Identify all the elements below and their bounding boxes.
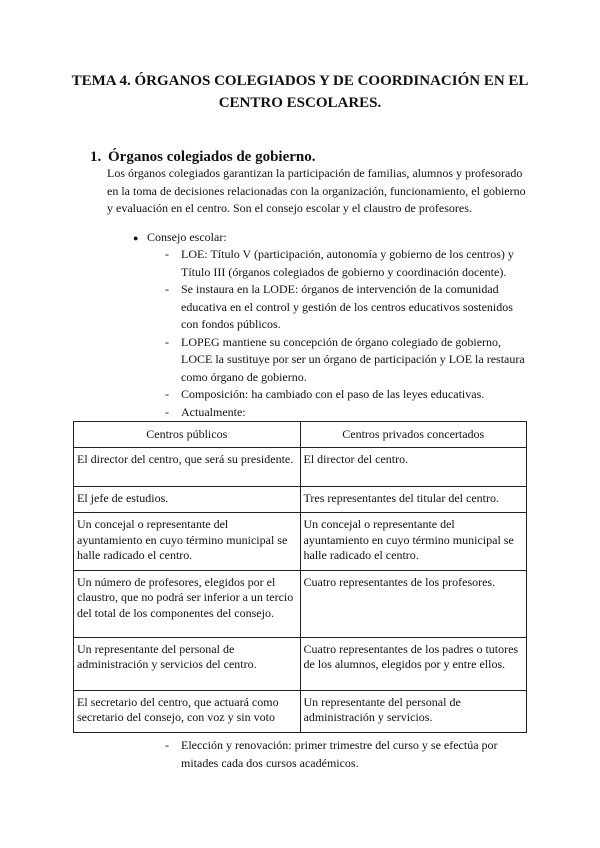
- table-cell: El secretario del centro, que actuará como secretario del consejo, con voz y sin voto: [74, 690, 301, 732]
- table-cell: Un concejal o representante del ayuntamiento en cuyo término municipal se halle radicado el centro.: [74, 513, 301, 571]
- table-header-row: [74, 422, 527, 448]
- header-private: Centros privados concertados: [300, 422, 527, 448]
- table-row: [74, 447, 527, 486]
- dash-text: LOPEG mantiene su concepción de órgano colegiado de gobierno, LOCE la sustituye por ser un órgano de participación y LOE la restaura como órgano de gobierno.: [181, 334, 525, 384]
- table-cell: Tres representantes del titular del centro.: [300, 486, 527, 513]
- dash-icon: -: [165, 387, 169, 401]
- bullet-text: Consejo escolar:: [147, 230, 227, 244]
- bullet-icon: ●: [133, 233, 139, 243]
- table-cell: Un representante del personal de administración y servicios del centro.: [74, 637, 301, 690]
- table-cell: Cuatro representantes de los padres o tutores de los alumnos, elegidos por y entre ellos.: [300, 637, 527, 690]
- dash-icon: -: [165, 282, 169, 296]
- dash-text: Actualmente:: [181, 404, 246, 419]
- table-row: [74, 690, 527, 732]
- table-cell: El director del centro.: [300, 447, 527, 486]
- dash-icon: -: [165, 738, 169, 752]
- table-row: [74, 486, 527, 513]
- table-row: [74, 637, 527, 690]
- dash-text: Elección y renovación: primer trimestre del curso y se efectúa por mitades cada dos cursos académicos.: [181, 738, 498, 770]
- table-cell: El jefe de estudios.: [74, 486, 301, 513]
- dash-item: [165, 334, 525, 387]
- bullet-item: [133, 229, 227, 248]
- dash-text: Se instaura en la LODE: órganos de intervención de la comunidad educativa en el control y gestión de los centros educativos sostenidos con fondos públicos.: [181, 282, 513, 331]
- header-public: Centros públicos: [74, 422, 301, 448]
- table-cell: Un número de profesores, elegidos por el claustro, que no podrá ser inferior a un tercio del total de los componentes del consejo.: [74, 570, 301, 637]
- document-title: TEMA 4. ÓRGANOS COLEGIADOS Y DE COORDINACIÓN EN EL CENTRO ESCOLARES.: [71, 73, 529, 111]
- table-cell: Un concejal o representante del ayuntamiento en cuyo término municipal se halle radicado el centro.: [300, 513, 527, 571]
- dash-item: [165, 386, 525, 404]
- intro-paragraph: Los órganos colegiados garantizan la participación de familias, alumnos y profesorado en la toma de decisiones relacionadas con la organización, funcionamiento, el gobierno y evaluación en el centro. Son el consejo escolar y el claustro de profesores.: [107, 166, 526, 215]
- dash-item-election: [165, 737, 525, 772]
- table-row: [74, 513, 527, 571]
- dash-icon: -: [165, 334, 169, 349]
- table-cell: Cuatro representantes de los profesores.: [300, 570, 527, 637]
- section-heading: [90, 147, 316, 167]
- composition-table: [73, 421, 527, 733]
- dash-list: [165, 246, 525, 421]
- dash-item: [165, 281, 525, 334]
- dash-item: [165, 404, 525, 422]
- dash-text: Composición: ha cambiado con el paso de las leyes educativas.: [181, 387, 485, 401]
- dash-item: [165, 246, 525, 281]
- table-cell: El director del centro, que será su presidente.: [74, 447, 301, 486]
- table-cell: Un representante del personal de administración y servicios.: [300, 690, 527, 732]
- section-number: 1.: [90, 149, 102, 165]
- dash-icon: -: [165, 404, 169, 419]
- table-row: [74, 570, 527, 637]
- dash-text: LOE: Título V (participación, autonomía y gobierno de los centros) y Título III (órganos colegiados de gobierno y coordinación docente).: [181, 247, 514, 279]
- dash-icon: -: [165, 247, 169, 261]
- section-title: Órganos colegiados de gobierno.: [108, 149, 316, 165]
